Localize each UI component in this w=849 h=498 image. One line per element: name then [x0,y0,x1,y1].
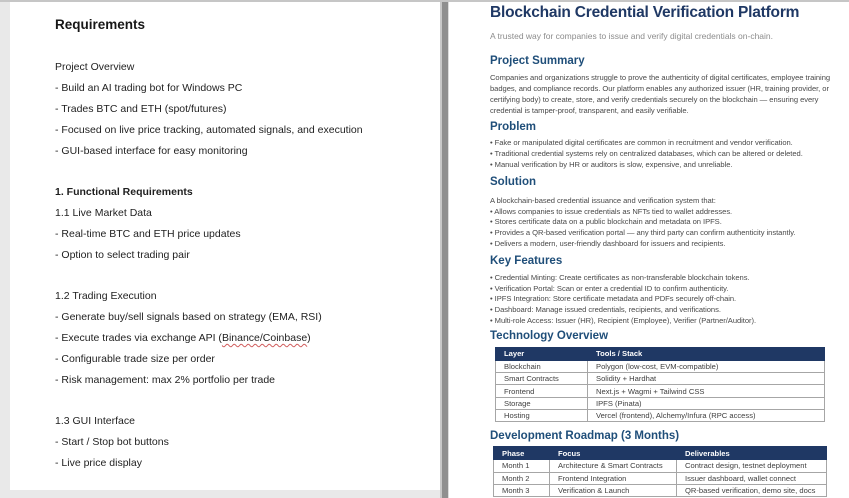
overview-heading: Project Overview [55,61,135,73]
bullet-text-prefix: - Execute trades via exchange API ( [55,332,222,344]
paragraph-line: Companies and organizations struggle to prove the authenticity of digital certificates, employee training [490,73,831,82]
table-row [496,397,825,409]
table-cell: Storage [496,397,588,409]
table-header-cell: Layer [496,347,588,360]
key-features-heading: Key Features [490,254,563,267]
paragraph-line: badges, and compliance records. Our platform enables any authorized issuer (HR, training provider, or [490,84,829,93]
trading-execution-heading: 1.2 Trading Execution [55,290,157,302]
spellcheck-flagged-text: Binance/Coinbase [221,332,308,344]
bullet-line: • Allows companies to issue credentials as NFTs tied to wallet addresses. [490,206,733,216]
table-cell: QR-based verification, demo site, docs [677,484,827,496]
bullet-line: - Real-time BTC and ETH price updates [55,228,241,240]
table-row [494,460,827,472]
table-cell: Frontend Integration [550,472,677,484]
right-doc-title: Blockchain Credential Verification Platform [490,4,800,21]
table-cell: IPFS (Pinata) [588,397,825,409]
table-header-cell: Tools / Stack [588,347,825,360]
table-header-cell: Phase [494,447,550,460]
bullet-line: - Option to select trading pair [55,249,190,261]
window-top-edge [0,0,849,2]
bullet-line: - GUI-based interface for easy monitoring [55,145,248,157]
bullet-line: • Provides a QR-based verification portal — any third party can confirm authenticity instantly. [490,228,796,238]
bullet-line: • Stores certificate data on a public blockchain and metadata on IPFS. [490,217,722,227]
table-cell: Architecture & Smart Contracts [550,460,677,472]
bullet-line: • Verification Portal: Scan or enter a credential ID to confirm authenticity. [490,283,729,293]
table-header-row [496,347,825,360]
bullet-line: • IPFS Integration: Store certificate metadata and PDFs securely off-chain. [490,294,737,304]
table-header-row [494,447,827,460]
table-cell: Month 2 [494,472,550,484]
table-row [496,373,825,385]
gui-interface-heading: 1.3 GUI Interface [55,415,135,427]
bullet-text-suffix: ) [307,332,311,344]
left-doc-title: Requirements [55,17,146,32]
blockchain-document-pane [449,0,849,498]
solution-bullets [490,207,849,250]
table-cell: Next.js + Wagmi + Tailwind CSS [588,385,825,397]
table-row [496,360,825,372]
live-market-data-heading: 1.1 Live Market Data [55,207,152,219]
table-header-cell: Deliverables [677,447,827,460]
bullet-line: • Traditional credential systems rely on centralized databases, which can be altered or deleted. [490,148,803,158]
table-cell: Verification & Launch [550,484,677,496]
bullet-line: - Trades BTC and ETH (spot/futures) [55,103,227,115]
pane-divider-scrollbar[interactable] [440,0,449,498]
bullet-line: • Delivers a modern, user-friendly dashboard for issuers and recipients. [490,239,726,249]
solution-heading: Solution [490,175,536,188]
table-row [496,410,825,422]
table-cell: Month 3 [494,484,550,496]
functional-requirements-heading: 1. Functional Requirements [55,186,193,198]
table-cell: Solidity + Hardhat [588,373,825,385]
table-cell: Month 1 [494,460,550,472]
bullet-line: • Manual verification by HR or auditors is slow, expensive, and unreliable. [490,159,733,169]
project-summary-heading: Project Summary [490,55,585,67]
technology-table [495,347,825,422]
table-cell: Vercel (frontend), Alchemy/Infura (RPC access) [588,410,825,422]
paragraph-line: certifying body) to create, store, and verify credentials securely on the blockchain — ensuring every [490,95,819,104]
development-roadmap-heading: Development Roadmap (3 Months) [490,429,680,442]
right-doc-subtitle: A trusted way for companies to issue and verify digital credentials on-chain. [490,31,774,41]
table-header-cell: Focus [550,447,677,460]
bullet-line: - Live price display [55,457,142,469]
bullet-line: • Dashboard: Manage issued credentials, recipients, and verifications. [490,305,721,315]
table-row [494,472,827,484]
roadmap-table [493,446,827,497]
table-row [494,484,827,496]
requirements-page [10,2,440,490]
paragraph-line: credential is tamper-proof, transparent, and easily verifiable. [490,106,689,115]
bullet-line: - Risk management: max 2% portfolio per trade [55,374,276,386]
table-cell: Polygon (low-cost, EVM-compatible) [588,360,825,372]
bullet-line: - Focused on live price tracking, automated signals, and execution [55,124,363,136]
table-cell: Frontend [496,385,588,397]
problem-heading: Problem [490,121,537,133]
bullet-line: • Multi-role Access: Issuer (HR), Recipient (Employee), Verifier (Partner/Auditor). [490,316,757,326]
table-cell: Contract design, testnet deployment [677,460,827,472]
bullet-line: - Start / Stop bot buttons [55,436,169,448]
bullet-line: - Generate buy/sell signals based on strategy (EMA, RSI) [55,311,322,323]
bullet-line: • Credential Minting: Create certificates as non-transferable blockchain tokens. [490,272,750,282]
bullet-line: • Fake or manipulated digital certificates are common in recruitment and vendor verification. [490,138,793,147]
problem-bullets [490,138,849,170]
table-cell: Hosting [496,410,588,422]
table-cell: Issuer dashboard, wallet connect [677,472,827,484]
table-cell: Smart Contracts [496,373,588,385]
table-row [496,385,825,397]
solution-intro: A blockchain-based credential issuance and verification system that: [490,195,716,205]
technology-overview-heading: Technology Overview [490,329,609,342]
table-cell: Blockchain [496,360,588,372]
key-features-bullets [490,273,849,327]
bullet-line [55,328,440,349]
project-summary-paragraph [490,72,849,116]
bullet-line: - Build an AI trading bot for Windows PC [55,82,243,94]
bullet-line: - Configurable trade size per order [55,353,215,365]
